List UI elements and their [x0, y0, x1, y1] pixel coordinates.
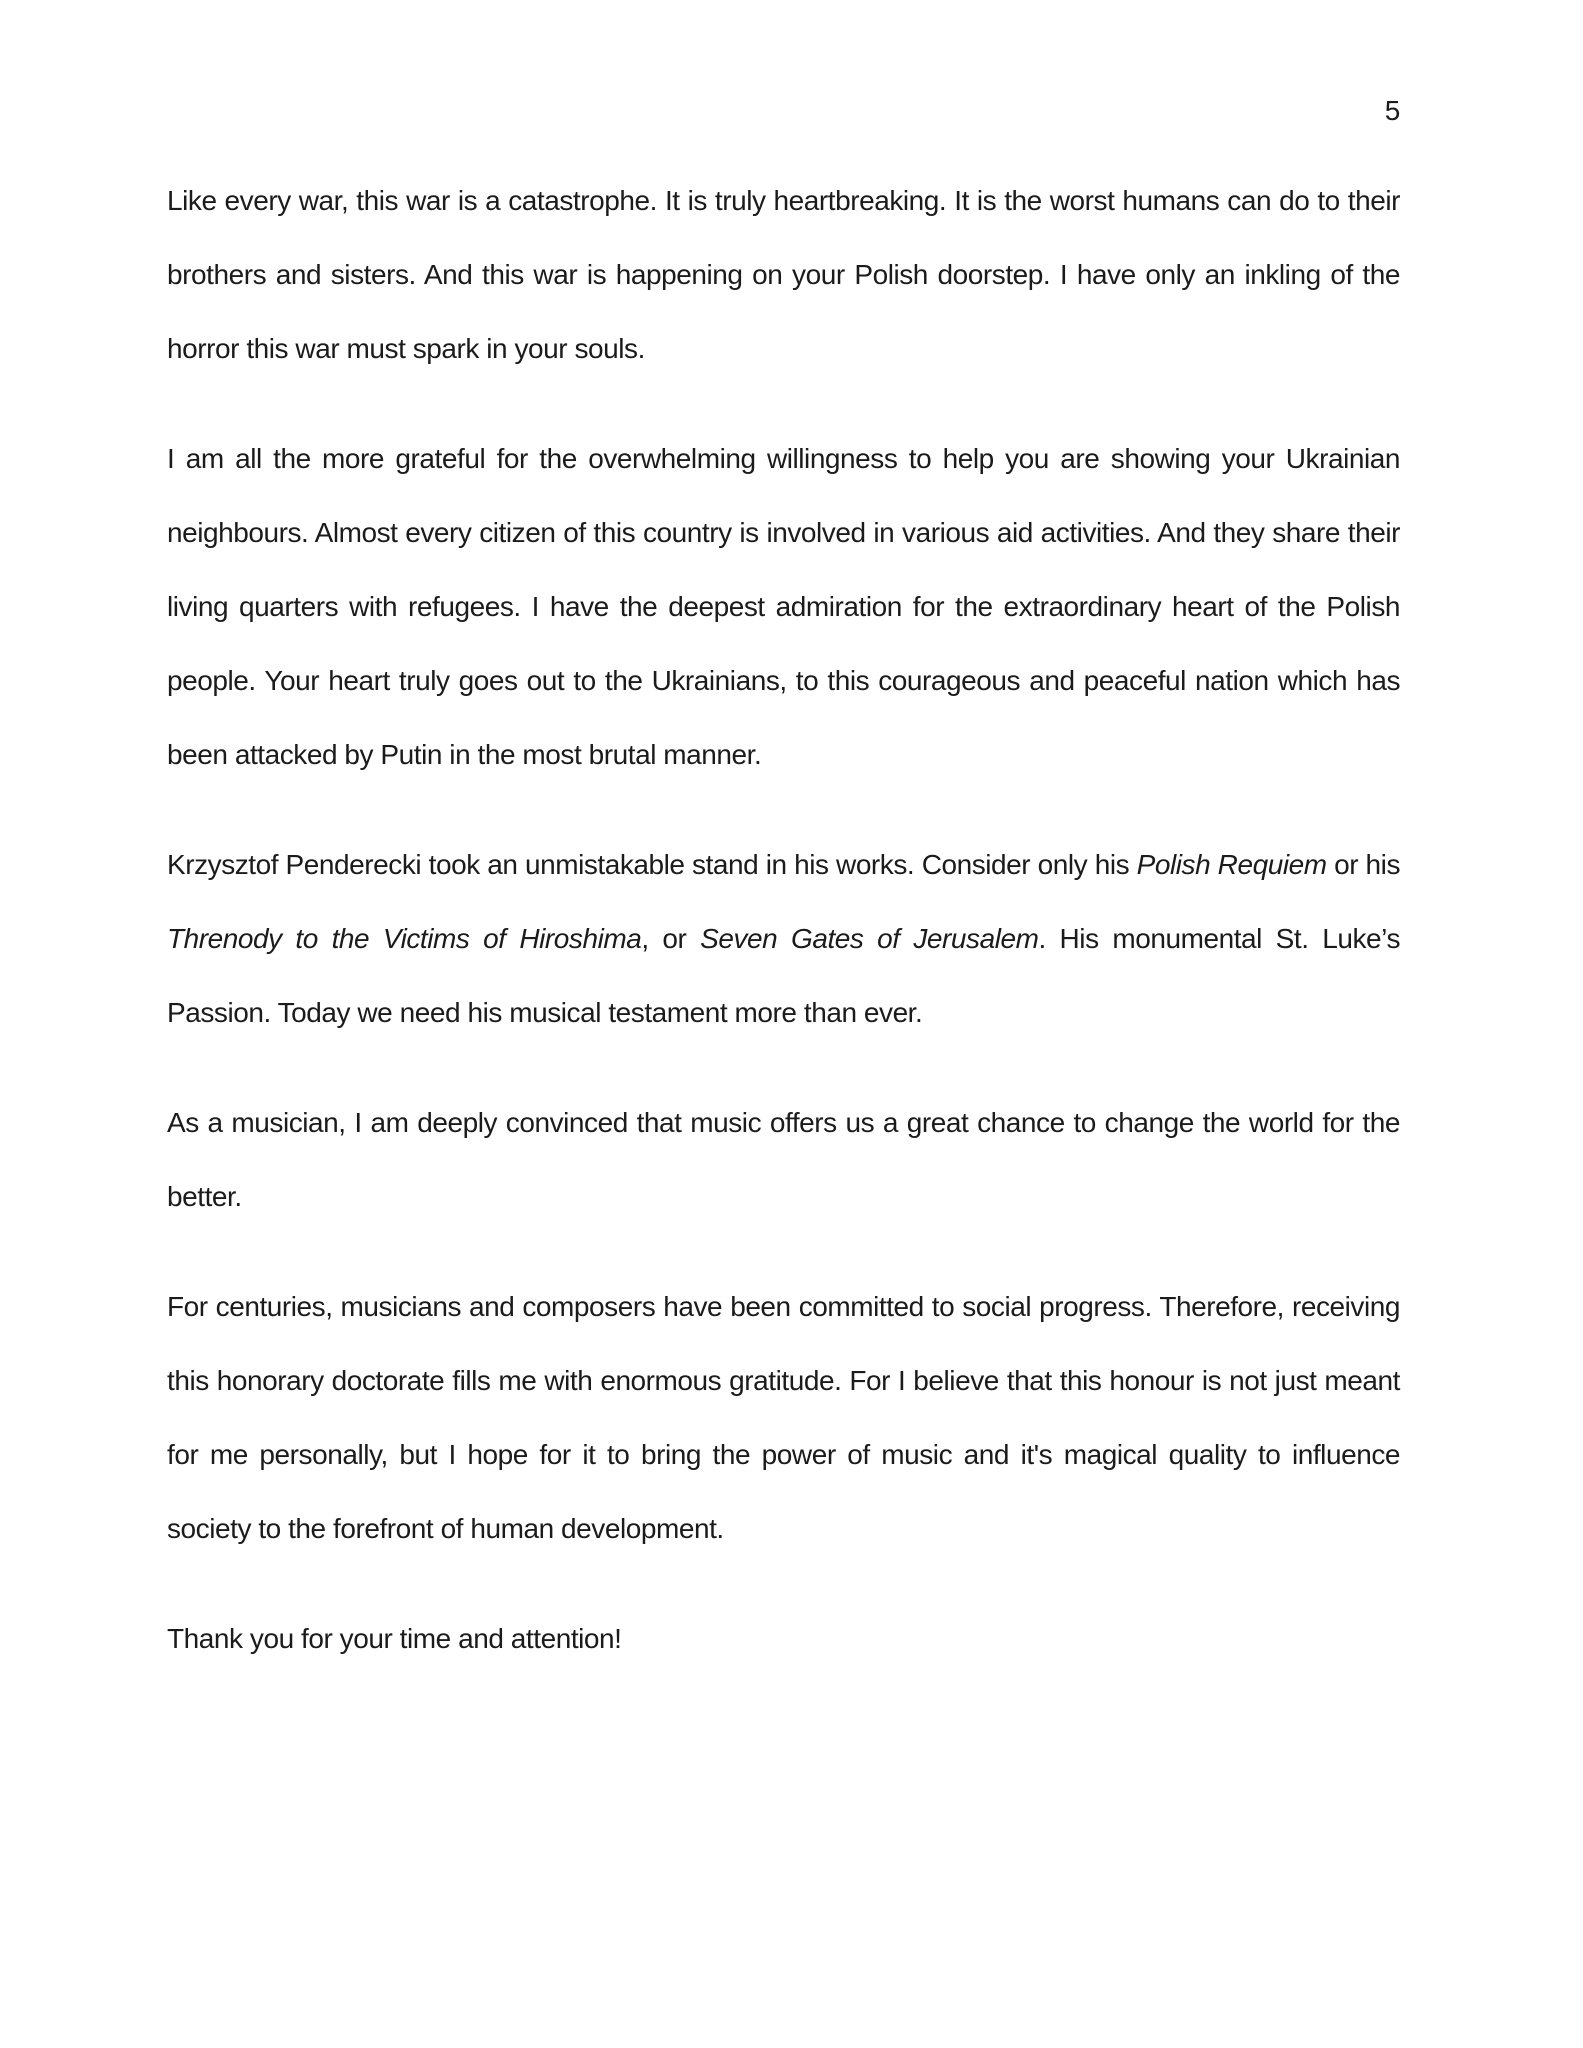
- paragraph-honorary-doctorate: For centuries, musicians and composers have been committed to social progress. Therefore, receiving this honorary doctorate fills me with enormous gratitude. For I believe that this honour is not just meant for me personally, but I hope for it to bring the power of music and it's magical quality to influence society to the forefront of human development.: [167, 1291, 1400, 1544]
- paragraph-musician-conviction: As a musician, I am deeply convinced that music offers us a great chance to change the world for the better.: [167, 1107, 1400, 1212]
- paragraph-war-catastrophe: Like every war, this war is a catastrophe. It is truly heartbreaking. It is the worst humans can do to their brothers and sisters. And this war is happening on your Polish doorstep. I have only an inkling of the horror this war must spark in your souls.: [167, 185, 1400, 364]
- paragraph-penderecki-works: [167, 828, 1400, 1050]
- paragraph-segment: or his: [1326, 849, 1400, 880]
- paragraph-thank-you: Thank you for your time and attention!: [167, 1623, 622, 1654]
- work-title-seven-gates: Seven Gates of Jerusalem: [700, 923, 1039, 954]
- paragraph-segment: Krzysztof Penderecki took an unmistakable stand in his works. Consider only his: [167, 849, 1137, 880]
- page-number: 5: [1384, 95, 1400, 126]
- paragraph-grateful-help: I am all the more grateful for the overwhelming willingness to help you are showing your Ukrainian neighbours. Almost every citizen of this country is involved in various aid activities. And they share their living quarters with refugees. I have the deepest admiration for the extraordinary heart of the Polish people. Your heart truly goes out to the Ukrainians, to this courageous and peaceful nation which has been attacked by Putin in the most brutal manner.: [167, 443, 1400, 770]
- work-title-threnody: Threnody to the Victims of Hiroshima: [167, 923, 642, 954]
- document-body: [167, 164, 1400, 1676]
- work-title-polish-requiem: Polish Requiem: [1136, 849, 1327, 880]
- paragraph-segment: . His monumental St. Luke’s Passion. Today we need his musical testament more than ever.: [167, 923, 1400, 1028]
- paragraph-segment: , or: [641, 923, 701, 954]
